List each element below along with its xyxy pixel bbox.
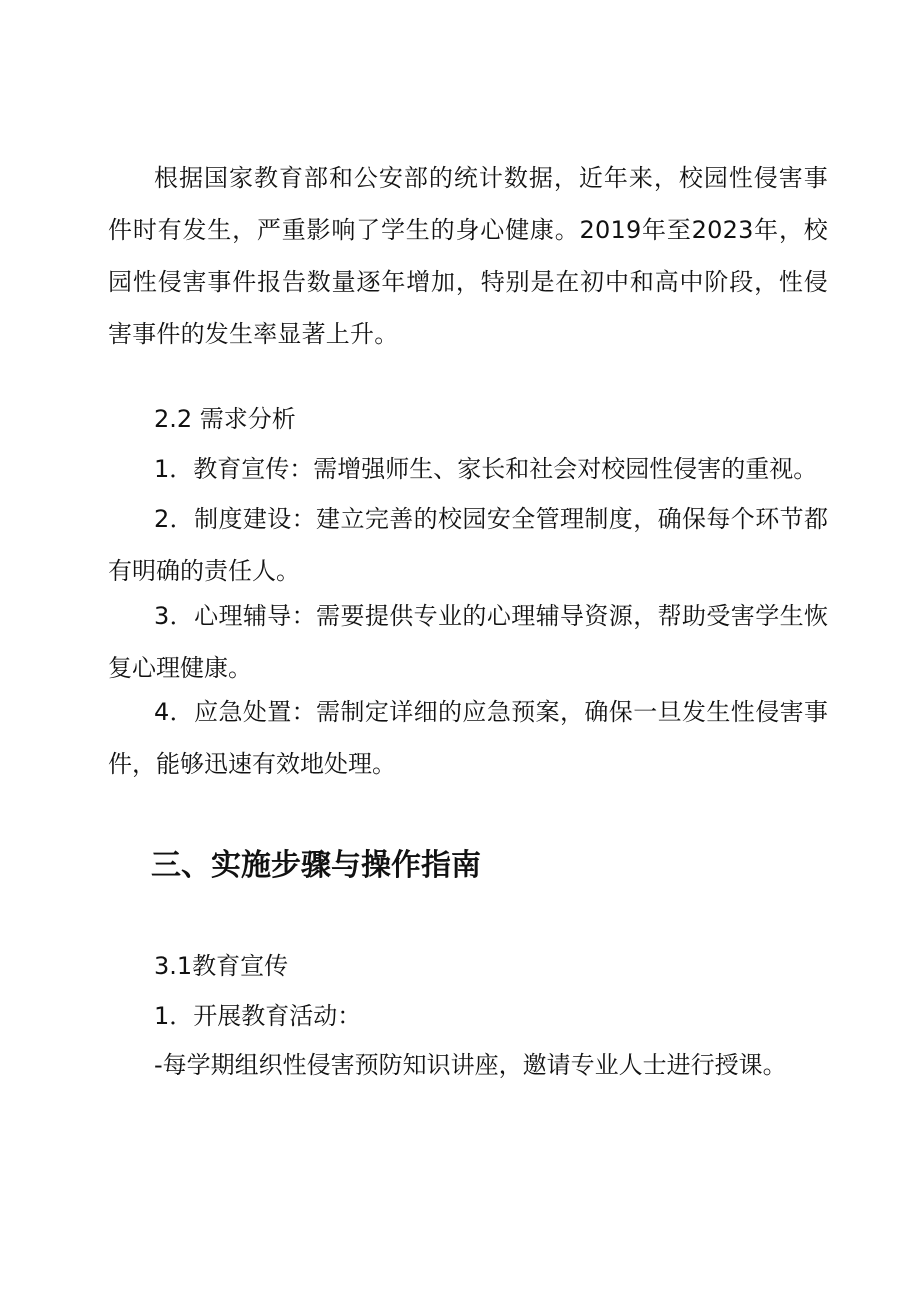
section-3-heading: 三、实施步骤与操作指南 <box>151 848 481 883</box>
list-item-emergency: 4．应急处置：需制定详细的应急预案，确保一旦发生性侵害事件，能够迅速有效地处理。 <box>108 698 828 778</box>
section-2-2-heading: 2.2 需求分析 <box>154 405 296 433</box>
list-item-education: 1．教育宣传：需增强师生、家长和社会对校园性侵害的重视。 <box>154 455 818 483</box>
list-item-system: 2．制度建设：建立完善的校园安全管理制度，确保每个环节都有明确的责任人。 <box>108 505 828 585</box>
bullet-item-lecture: -每学期组织性侵害预防知识讲座，邀请专业人士进行授课。 <box>154 1051 787 1079</box>
intro-paragraph: 根据国家教育部和公安部的统计数据，近年来，校园性侵害事件时有发生，严重影响了学生的身心健康。2019年至2023年，校园性侵害事件报告数量逐年增加，特别是在初中和高中阶段，性侵害事件的发生率显著上升。 <box>108 164 828 348</box>
list-item-activities: 1．开展教育活动： <box>154 1002 362 1030</box>
section-3-1-heading: 3.1教育宣传 <box>154 952 289 980</box>
list-item-counseling: 3．心理辅导：需要提供专业的心理辅导资源，帮助受害学生恢复心理健康。 <box>108 602 828 682</box>
